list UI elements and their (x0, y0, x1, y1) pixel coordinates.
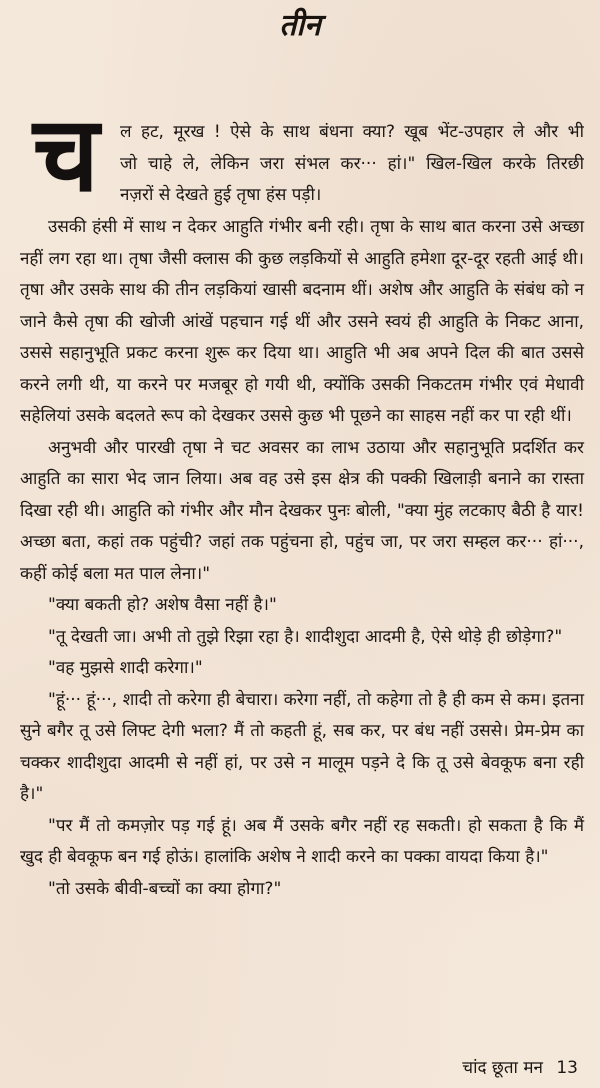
paragraph: अनुभवी और पारखी तृषा ने चट अवसर का लाभ उठाया और सहानुभूति प्रदर्शित कर आहुति का सारा भेद जान लिया। अब वह उसे इस क्षेत्र की पक्की खिलाड़ी बनाने का रास्ता दिखा रही थी। आहुति को गंभीर और मौन देखकर पुनः बोली, "क्या मुंह लटकाए बैठी है यार! अच्छा बता, कहां तक पहुंची? जहां तक पहुंचना हो, पहुंच जा, पर जरा सम्हल कर··· हां···, कहीं कोई बला मत पाल लेना।" (20, 437, 584, 584)
body-text (20, 212, 584, 905)
dialogue-paragraph: "क्या बकती हो? अशेष वैसा नहीं है।" (48, 595, 277, 615)
book-title: चांद छूता मन (462, 1058, 543, 1078)
first-paragraph (120, 117, 584, 212)
page-footer (462, 1055, 578, 1078)
dialogue-paragraph: "पर मैं तो कमज़ोर पड़ गई हूं। अब मैं उसके बगैर नहीं रह सकती। हो सकता है कि मैं खुद ही बेवकूफ बन गई होऊं। हालांकि अशेष ने शादी करने का पक्का वायदा किया है।" (20, 815, 584, 867)
paragraph: उसकी हंसी में साथ न देकर आहुति गंभीर बनी रही। तृषा के साथ बात करना उसे अच्छा नहीं लग रहा था। तृषा जैसी क्लास की कुछ लड़कियों से आहुति हमेशा दूर-दूर रहती आई थी। तृषा और उसके साथ की तीन लड़कियां खासी बदनाम थीं। अशेष और आहुति के संबंध को न जाने कैसे तृषा की खोजी आंखें पहचान गई थीं और उसने स्वयं ही आहुति के निकट आना, उससे सहानुभूति प्रकट करना शुरू कर दिया था। आहुति भी अब अपने दिल की बात उससे करने लगी थी, या करने पर मजबूर हो गयी थी, क्योंकि उसकी निकटतम गंभीर एवं मेधावी सहेलियां उसके बदलते रूप को देखकर उससे कुछ भी पूछने का साहस नहीं कर पा रही थीं। (20, 217, 584, 426)
first-paragraph-line: ल हट, मूरख ! ऐसे के साथ बंधना क्या? खूब भेंट-उपहार ले और भी (120, 122, 584, 142)
drop-cap-letter: च (32, 93, 100, 215)
dialogue-paragraph: "तो उसके बीवी-बच्चों का क्या होगा?" (48, 878, 282, 899)
dialogue-paragraph: "तू देखती जा। अभी तो तुझे रिझा रहा है। शादीशुदा आदमी है, ऐसे थोड़े ही छोड़ेगा?" (48, 626, 563, 647)
dialogue-paragraph: "हूं··· हूं···, शादी तो करेगा ही बेचारा। करेगा नहीं, तो कहेगा तो है ही कम से कम। इतना सुने बगैर तू उसे लिफ्ट देगी भला? मैं तो कहती हूं, सब कर, पर बंध नहीं उससे। प्रेम-प्रेम का चक्कर शादीशुदा आदमी से नहीं हां, पर उसे न मालूम पड़ने दे कि तू उसे बेवकूफ बना रही है।" (20, 689, 584, 804)
first-paragraph-line: जो चाहे ले, लेकिन जरा संभल कर··· हां।" खिल-खिल करके तिरछी (120, 153, 584, 174)
dialogue-paragraph: "वह मुझसे शादी करेगा।" (48, 658, 203, 678)
first-paragraph-line: नज़रों से देखते हुई तृषा हंस पड़ी। (120, 185, 322, 205)
page-number: 13 (556, 1058, 578, 1078)
chapter-title: तीन (279, 8, 321, 43)
